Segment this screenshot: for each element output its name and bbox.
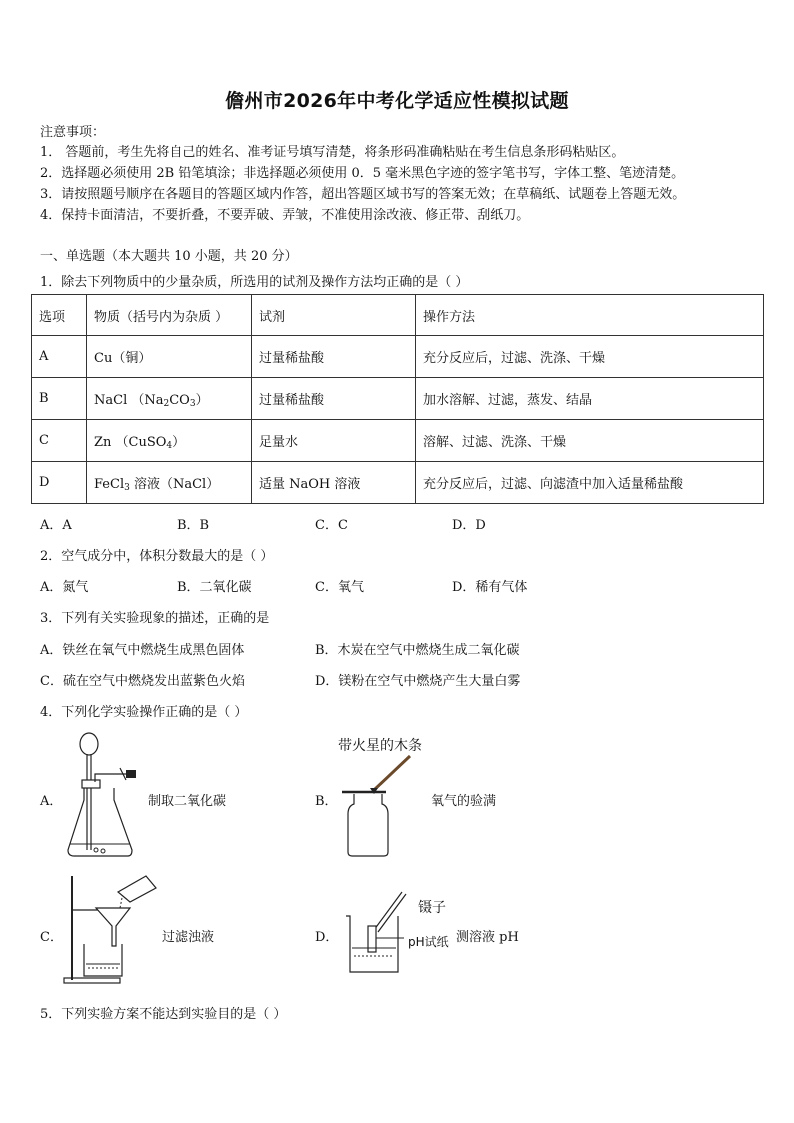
gas-jar-figure: [340, 752, 400, 862]
choice-b[interactable]: B．木炭在空气中燃烧生成二氧化碳: [315, 643, 520, 658]
figure-annotation: 镊子: [418, 900, 446, 916]
page-title: 儋州市2026年中考化学适应性模拟试题: [225, 90, 569, 112]
figure-caption: 测溶液 pH: [456, 930, 519, 945]
choice-d[interactable]: D．镁粉在空气中燃烧产生大量白雾: [315, 674, 521, 689]
method-cell: 溶解、过滤、洗涤、干燥: [416, 420, 764, 462]
notice-heading: 注意事项：: [40, 125, 106, 140]
method-cell: 加水溶解、过滤，蒸发、结晶: [416, 378, 764, 420]
choice-b[interactable]: B．: [315, 794, 338, 809]
reagent-cell: 过量稀盐酸: [252, 336, 416, 378]
reagent-cell: 过量稀盐酸: [252, 378, 416, 420]
figure-annotation: 带火星的木条: [338, 738, 422, 754]
table-header-cell: 试剂: [252, 295, 416, 336]
substance-cell: FeCl$_3$ 溶液（NaCl）: [87, 462, 252, 504]
notice-item: 4．保持卡面清洁，不要折叠，不要弄破、弄皱，不准使用涂改液、修正带、刮纸刀。: [40, 208, 530, 223]
option-cell: D: [32, 462, 87, 504]
question-5-stem: 5．下列实验方案不能达到实验目的是（ ）: [40, 1007, 287, 1022]
choice-c[interactable]: C．: [40, 930, 63, 945]
table-row: [32, 462, 764, 504]
option-cell: B: [32, 378, 87, 420]
substance-cell: NaCl $(Na_2CO_3)$: [87, 378, 252, 420]
table-header-cell: 选项: [32, 295, 87, 336]
option-cell: A: [32, 336, 87, 378]
choice-a[interactable]: A．A: [40, 518, 72, 533]
choice-a[interactable]: A．: [40, 794, 63, 809]
choice-d[interactable]: D．稀有气体: [452, 580, 528, 595]
choice-d[interactable]: D．D: [452, 518, 486, 533]
table-header-cell: 物质（括号内为杂质 ）: [87, 295, 252, 336]
notice-item: 1． 答题前，考生先将自己的姓名、准考证号填写清楚，将条形码准确粘贴在考生信息条形码粘贴区。: [40, 145, 625, 160]
question-1-stem: 1．除去下列物质中的少量杂质，所选用的试剂及操作方法均正确的是（ ）: [40, 275, 469, 290]
filtration-figure: [60, 868, 160, 988]
question-4-stem: 4．下列化学实验操作正确的是（ ）: [40, 705, 248, 720]
table-header-cell: 操作方法: [416, 295, 764, 336]
choice-c[interactable]: C．C: [315, 518, 348, 533]
reagent-cell: 适量 NaOH 溶液: [252, 462, 416, 504]
option-cell: C: [32, 420, 87, 462]
reagent-cell: 足量水: [252, 420, 416, 462]
choice-a[interactable]: A．铁丝在氧气中燃烧生成黑色固体: [40, 643, 245, 658]
substance-cell: Cu（铜）: [87, 336, 252, 378]
choice-a[interactable]: A．氮气: [40, 580, 89, 595]
question-2-stem: 2．空气成分中，体积分数最大的是（ ）: [40, 549, 274, 564]
table-header-row: [32, 295, 764, 336]
notice-item: 3．请按照题号顺序在各题目的答题区域内作答，超出答题区域书写的答案无效；在草稿纸、试题卷上答题无效。: [40, 187, 686, 202]
figure-caption: 氧气的验满: [431, 794, 497, 809]
table-row: [32, 420, 764, 462]
method-cell: 充分反应后，过滤、洗涤、干燥: [416, 336, 764, 378]
flask-apparatus-figure: [60, 732, 150, 862]
figure-annotation: pH试纸: [408, 935, 449, 949]
choice-c[interactable]: C．氧气: [315, 580, 364, 595]
question-3-stem: 3．下列有关实验现象的描述，正确的是: [40, 611, 270, 626]
section-heading: 一、单选题（本大题共 10 小题，共 20 分）: [40, 249, 298, 264]
figure-caption: 过滤浊液: [162, 930, 215, 945]
choice-b[interactable]: B．二氧化碳: [177, 580, 252, 595]
choice-b[interactable]: B．B: [177, 518, 210, 533]
choice-c[interactable]: C．硫在空气中燃烧发出蓝紫色火焰: [40, 674, 245, 689]
substance-cell: Zn （CuSO$_4$）: [87, 420, 252, 462]
beaker-ph-figure: [340, 886, 412, 978]
notice-item: 2．选择题必须使用 2B 铅笔填涂；非选择题必须使用 0．5 毫米黑色字迹的签字笔书写，字体工整、笔迹清楚。: [40, 166, 685, 181]
method-cell: 充分反应后，过滤、向滤渣中加入适量稀盐酸: [416, 462, 764, 504]
table-row: [32, 378, 764, 420]
figure-caption: 制取二氧化碳: [148, 794, 227, 809]
choice-d[interactable]: D．: [315, 930, 339, 945]
table-row: [32, 336, 764, 378]
question-1-table: [31, 294, 764, 504]
